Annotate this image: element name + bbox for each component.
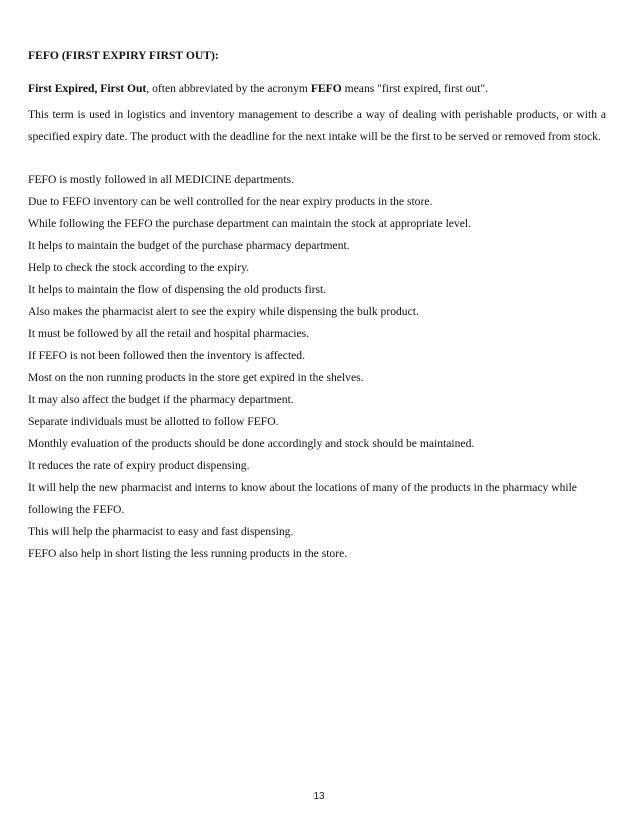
fefo-point: Monthly evaluation of the products should be done accordingly and stock should be maintained. [28,437,475,450]
fefo-point: It may also affect the budget if the pharmacy department. [28,393,294,406]
fefo-point: This will help the pharmacist to easy and fast dispensing. [28,525,294,538]
page-content [28,45,606,565]
intro-end: means "first expired, first out". [341,82,489,95]
fefo-point: While following the FEFO the purchase department can maintain the stock at appropriate level. [28,217,471,230]
fefo-point: FEFO is mostly followed in all MEDICINE departments. [28,173,294,186]
fefo-point: It will help the new pharmacist and interns to know about the locations of many of the products in the pharmacy while following the FEFO. [28,481,577,516]
fefo-point: FEFO also help in short listing the less running products in the store. [28,547,348,560]
intro-term: First Expired, First Out [28,82,147,95]
section-heading: FEFO (FIRST EXPIRY FIRST OUT): [28,49,219,62]
fefo-point: Separate individuals must be allotted to follow FEFO. [28,415,279,428]
intro-acronym: FEFO [310,82,342,95]
fefo-point: Due to FEFO inventory can be well controlled for the near expiry products in the store. [28,195,433,208]
intro-paragraph [28,78,606,100]
fefo-point: It helps to maintain the flow of dispensing the old products first. [28,283,327,296]
fefo-points-list [28,169,606,565]
fefo-point: Help to check the stock according to the expiry. [28,261,250,274]
paragraph-gap [28,148,606,169]
definition-paragraph: This term is used in logistics and inventory management to describe a way of dealing with perishable products, or with a specified expiry date. The product with the deadline for the next intake will be the first to be served or removed from stock. [28,108,606,143]
fefo-point: Most on the non running products in the store get expired in the shelves. [28,371,364,384]
fefo-point: It helps to maintain the budget of the purchase pharmacy department. [28,239,350,252]
page-number: 13 [313,791,325,802]
fefo-point: If FEFO is not been followed then the inventory is affected. [28,349,306,362]
intro-middle: , often abbreviated by the acronym [146,82,311,95]
fefo-point: Also makes the pharmacist alert to see the expiry while dispensing the bulk product. [28,305,419,318]
fefo-point: It reduces the rate of expiry product dispensing. [28,459,250,472]
fefo-point: It must be followed by all the retail and hospital pharmacies. [28,327,310,340]
